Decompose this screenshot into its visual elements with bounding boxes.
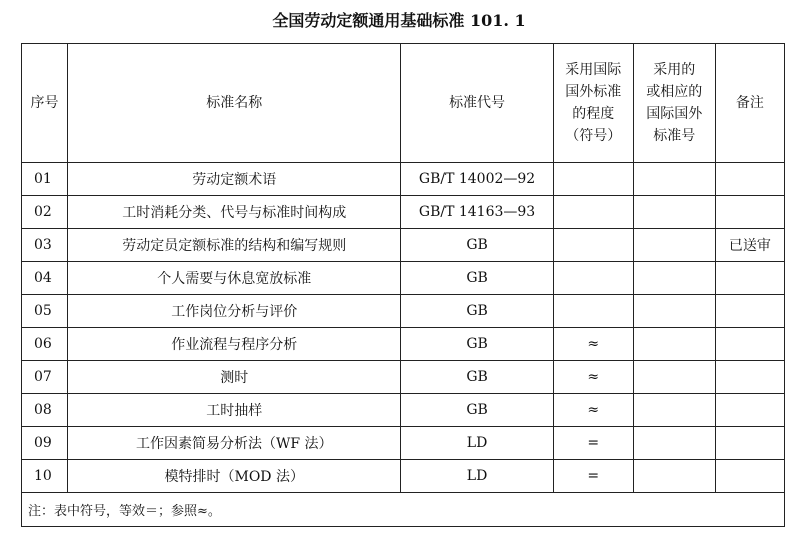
cell-intl	[633, 427, 715, 460]
cell-code: GB	[401, 262, 553, 295]
cell-name: 工时消耗分类、代号与标准时间构成	[68, 196, 401, 229]
cell-no: 07	[22, 361, 68, 394]
cell-no: 09	[22, 427, 68, 460]
cell-no: 03	[22, 229, 68, 262]
cell-no: 05	[22, 295, 68, 328]
cell-code: GB/T 14002—92	[401, 163, 553, 196]
header-name: 标准名称	[68, 44, 401, 163]
cell-degree: ≈	[553, 394, 633, 427]
cell-intl	[633, 196, 715, 229]
cell-intl	[633, 460, 715, 493]
cell-code: LD	[401, 460, 553, 493]
cell-remark	[715, 328, 784, 361]
cell-degree	[553, 262, 633, 295]
table-row	[22, 262, 785, 295]
cell-no: 02	[22, 196, 68, 229]
cell-remark: 已送审	[715, 229, 784, 262]
cell-remark	[715, 394, 784, 427]
header-remark: 备注	[715, 44, 784, 163]
standards-table	[21, 43, 785, 527]
cell-intl	[633, 295, 715, 328]
cell-remark	[715, 361, 784, 394]
table-row	[22, 394, 785, 427]
cell-degree	[553, 295, 633, 328]
cell-degree: ≈	[553, 361, 633, 394]
cell-intl	[633, 394, 715, 427]
cell-degree: ≈	[553, 328, 633, 361]
header-row	[22, 44, 785, 163]
footnote-row	[22, 493, 785, 527]
cell-code: GB/T 14163—93	[401, 196, 553, 229]
table-row	[22, 196, 785, 229]
cell-code: GB	[401, 295, 553, 328]
header-degree: 采用国际 国外标准 的程度 （符号）	[553, 44, 633, 163]
table-row	[22, 163, 785, 196]
table-row	[22, 460, 785, 493]
cell-no: 06	[22, 328, 68, 361]
table-row	[22, 328, 785, 361]
table-row	[22, 229, 785, 262]
cell-code: GB	[401, 229, 553, 262]
cell-no: 10	[22, 460, 68, 493]
cell-no: 04	[22, 262, 68, 295]
cell-code: LD	[401, 427, 553, 460]
cell-intl	[633, 229, 715, 262]
cell-name: 工作岗位分析与评价	[68, 295, 401, 328]
cell-name: 工时抽样	[68, 394, 401, 427]
table-row	[22, 427, 785, 460]
cell-code: GB	[401, 328, 553, 361]
header-no: 序号	[22, 44, 68, 163]
footnote: 注：表中符号，等效＝；参照≈。	[22, 493, 785, 527]
cell-intl	[633, 163, 715, 196]
cell-degree	[553, 229, 633, 262]
cell-name: 个人需要与休息宽放标准	[68, 262, 401, 295]
cell-code: GB	[401, 394, 553, 427]
cell-remark	[715, 196, 784, 229]
page-title: 全国劳动定额通用基础标准 101. 1	[272, 11, 526, 30]
table-row	[22, 361, 785, 394]
cell-name: 模特排时（MOD 法）	[68, 460, 401, 493]
cell-name: 劳动定额术语	[68, 163, 401, 196]
header-code: 标准代号	[401, 44, 553, 163]
table-row	[22, 295, 785, 328]
cell-remark	[715, 295, 784, 328]
cell-remark	[715, 460, 784, 493]
cell-degree	[553, 196, 633, 229]
cell-name: 作业流程与程序分析	[68, 328, 401, 361]
cell-degree: =	[553, 427, 633, 460]
cell-name: 工作因素简易分析法（WF 法）	[68, 427, 401, 460]
cell-no: 08	[22, 394, 68, 427]
cell-code: GB	[401, 361, 553, 394]
header-intl-standard: 采用的 或相应的 国际国外 标准号	[633, 44, 715, 163]
cell-remark	[715, 262, 784, 295]
cell-intl	[633, 262, 715, 295]
cell-remark	[715, 427, 784, 460]
cell-intl	[633, 361, 715, 394]
cell-intl	[633, 328, 715, 361]
cell-no: 01	[22, 163, 68, 196]
cell-name: 劳动定员定额标准的结构和编写规则	[68, 229, 401, 262]
cell-name: 测时	[68, 361, 401, 394]
cell-degree	[553, 163, 633, 196]
cell-degree: =	[553, 460, 633, 493]
cell-remark	[715, 163, 784, 196]
